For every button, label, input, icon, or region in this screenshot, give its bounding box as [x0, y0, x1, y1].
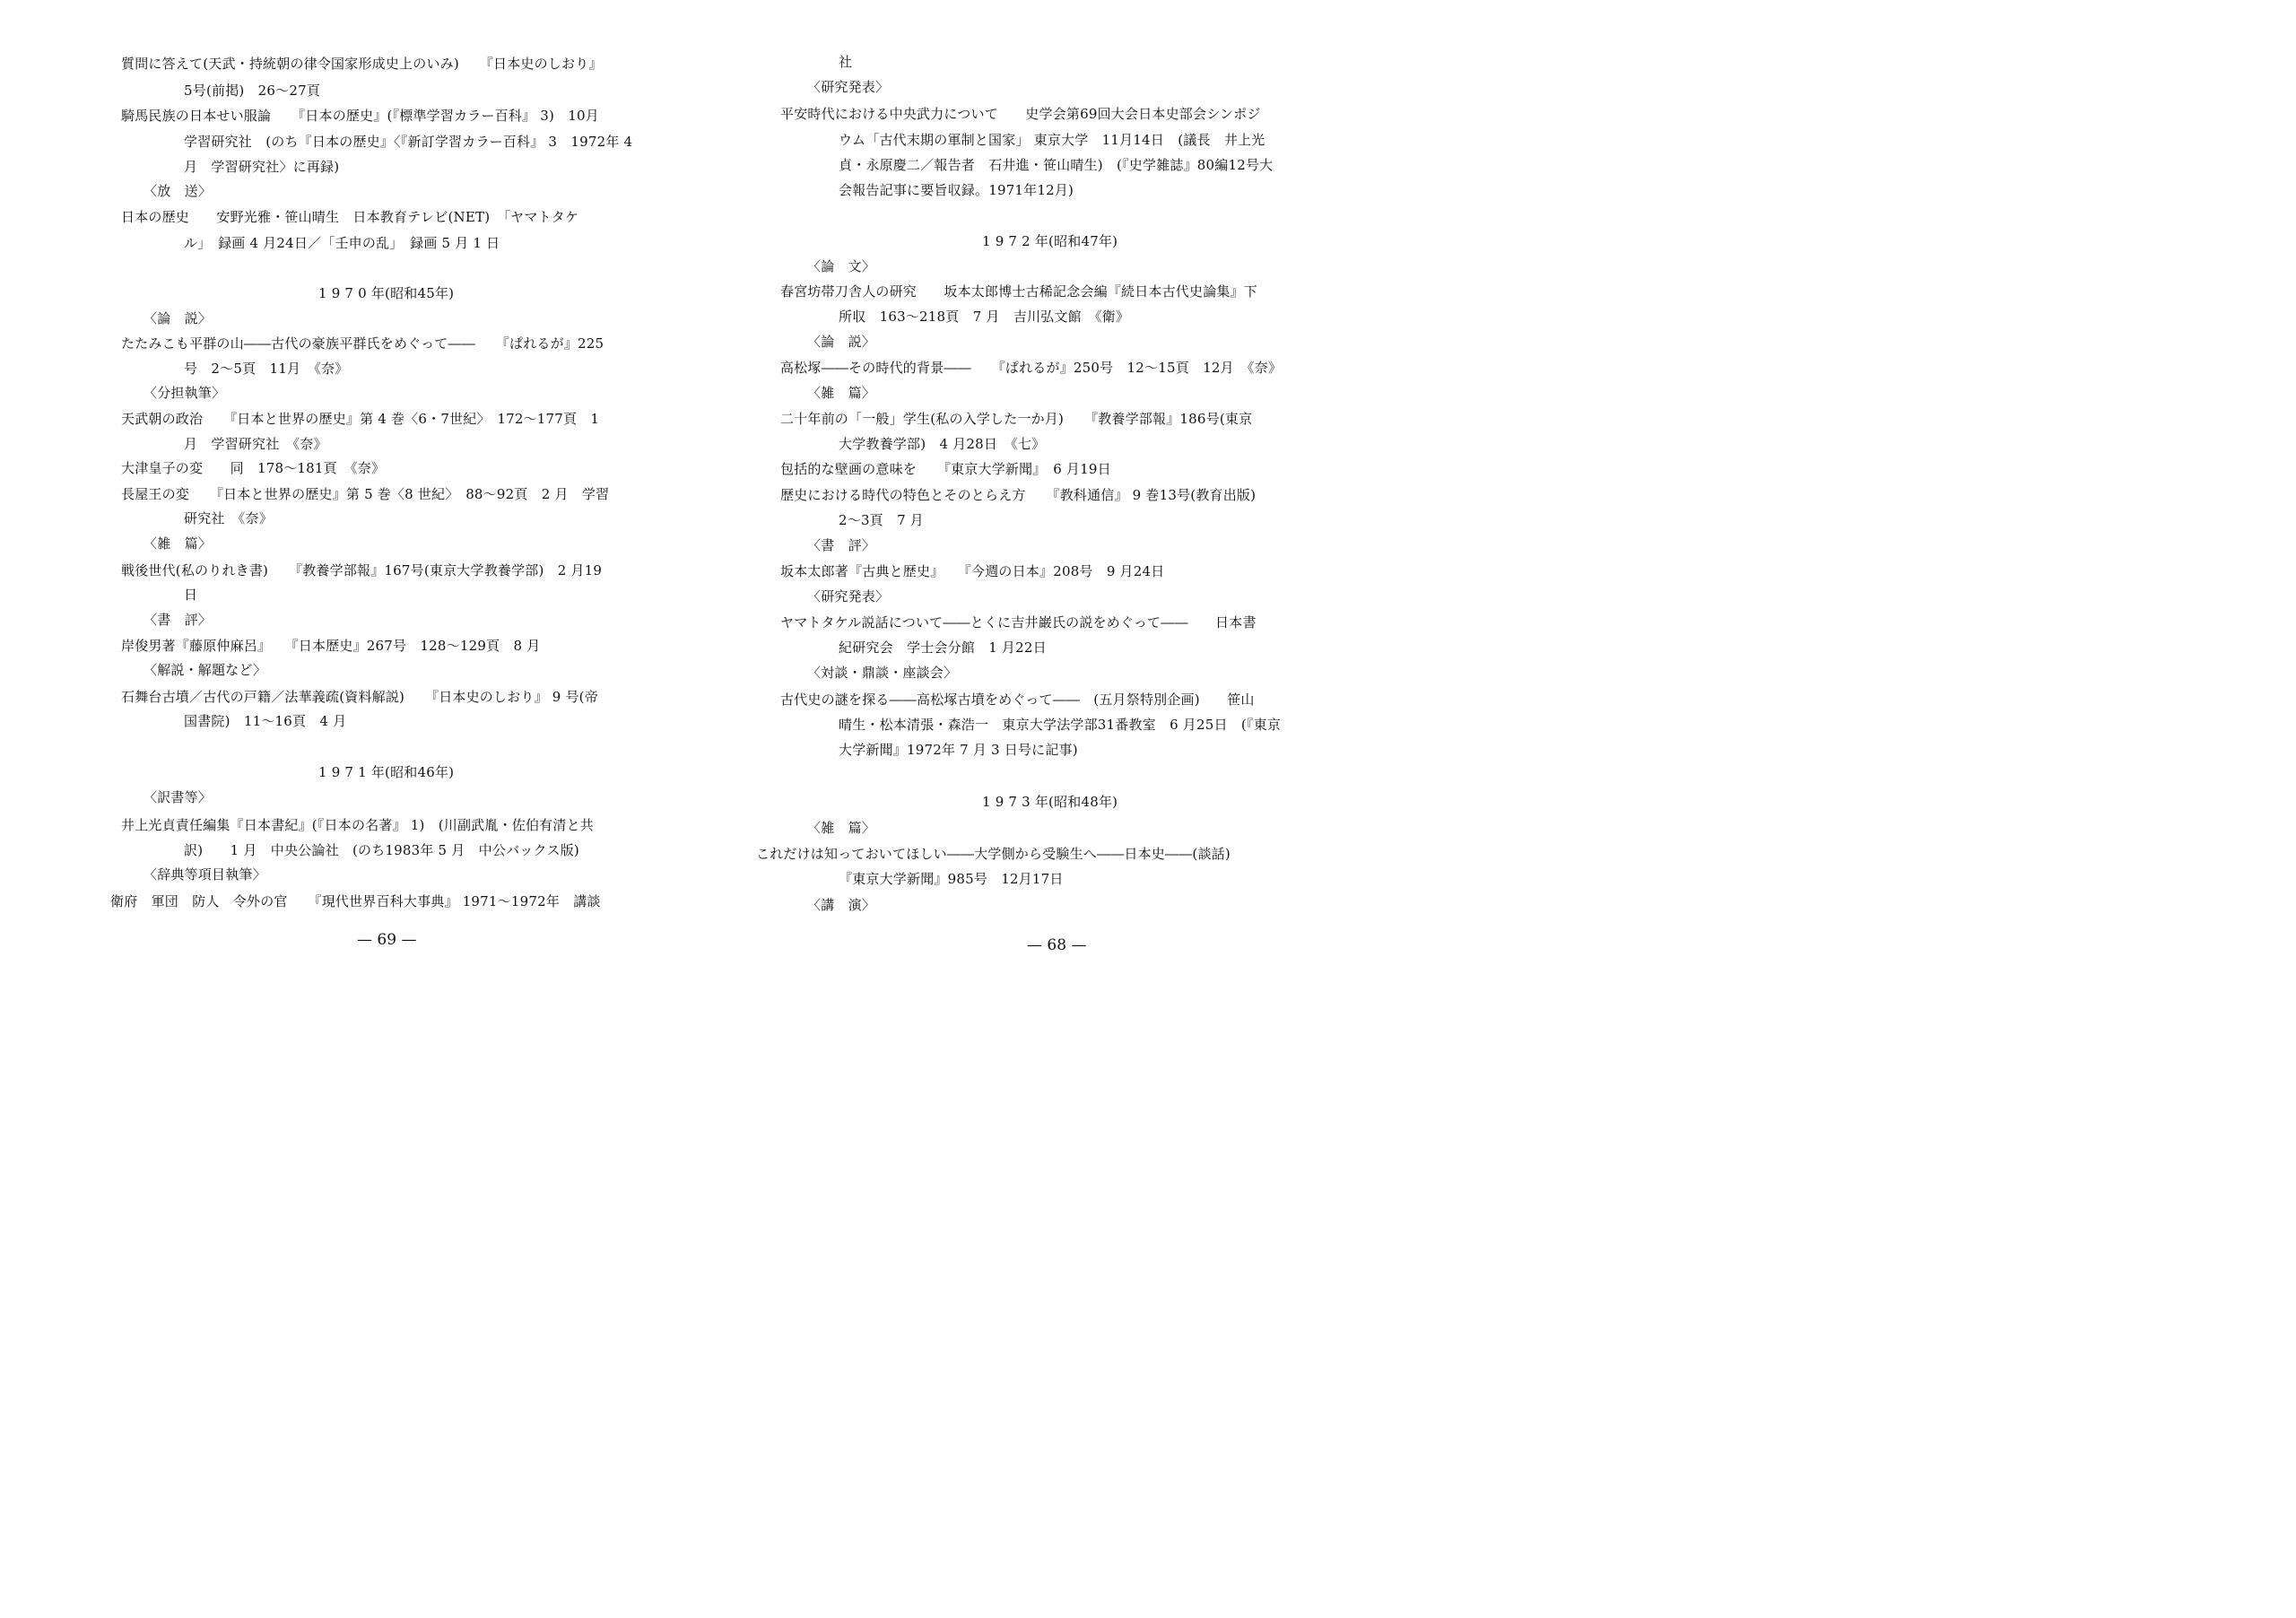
- entry-line: 岸俊男著『藤原仲麻呂』 『日本歴史』267号 128〜129頁 8 月: [121, 638, 541, 654]
- entry-line: 大学新聞』1972年 7 月 3 日号に記事): [839, 742, 1078, 758]
- year-heading: 1 9 7 1 年(昭和46年): [318, 764, 455, 780]
- entry-line: 衛府 軍団 防人 令外の官 『現代世界百科大事典』 1971〜1972年 講談: [110, 893, 601, 909]
- category-heading: 〈講 演〉: [807, 897, 876, 913]
- entry-line: 天武朝の政治 『日本と世界の歴史』第 4 巻〈6・7世紀〉 172〜177頁 1: [121, 411, 600, 427]
- entry-line: 坂本太郎著『古典と歴史』 『今週の日本』208号 9 月24日: [780, 563, 1165, 579]
- category-heading: 〈訳書等〉: [144, 789, 213, 805]
- entry-line: 貞・永原慶二／報告者 石井進・笹山晴生) (『史学雑誌』80編12号大: [839, 157, 1274, 173]
- entry-line: 古代史の謎を探る――高松塚古墳をめぐって―― (五月祭特別企画) 笹山: [780, 692, 1255, 708]
- entry-line: 日本の歴史 安野光雅・笹山晴生 日本教育テレビ(NET) 「ヤマトタケ: [121, 209, 579, 225]
- entry-line: 長屋王の変 『日本と世界の歴史』第 5 巻〈8 世紀〉 88〜92頁 2 月 学習: [121, 486, 610, 502]
- entry-line: 石舞台古墳／古代の戸籍／法華義疏(資料解説) 『日本史のしおり』 9 号(帝: [121, 689, 598, 705]
- category-heading: 〈解説・解題など〉: [144, 662, 267, 678]
- entry-line: 大津皇子の変 同 178〜181頁 《奈》: [121, 460, 386, 476]
- entry-line: 平安時代における中央武力について 史学会第69回大会日本史部会シンポジ: [780, 106, 1261, 122]
- category-heading: 〈雑 篇〉: [807, 820, 876, 836]
- entry-line: 高松塚――その時代的背景―― 『ぱれるが』250号 12〜15頁 12月 《奈》: [780, 360, 1283, 376]
- category-heading: 〈論 説〉: [144, 310, 213, 326]
- page-number: — 68 —: [1027, 936, 1087, 954]
- category-heading: 〈論 文〉: [807, 258, 876, 274]
- category-heading: 〈論 説〉: [807, 334, 876, 350]
- right-page: [693, 0, 1386, 993]
- category-heading: 〈書 評〉: [144, 612, 213, 628]
- entry-line: 春宮坊帯刀舎人の研究 坂本太郎博士古稀記念会編『続日本古代史論集』下: [780, 283, 1258, 300]
- year-heading: 1 9 7 0 年(昭和45年): [318, 285, 455, 301]
- entry-line: 号 2〜5頁 11月 《奈》: [184, 361, 349, 377]
- entry-line: 二十年前の「一般」学生(私の入学した一か月) 『教養学部報』186号(東京: [780, 411, 1253, 427]
- entry-line: 訳) 1 月 中央公論社 (のち1983年 5 月 中公バックス版): [184, 842, 579, 858]
- entry-line: 5号(前掲) 26〜27頁: [184, 83, 321, 99]
- entry-line: 所収 163〜218頁 7 月 吉川弘文館 《衛》: [839, 309, 1130, 325]
- entry-line: ル」 録画 4 月24日／「壬申の乱」 録画 5 月 1 日: [184, 235, 500, 251]
- entry-line: 社: [839, 54, 853, 70]
- entry-line: ヤマトタケル説話について――とくに吉井巌氏の説をめぐって―― 日本書: [780, 614, 1257, 631]
- category-heading: 〈雑 篇〉: [144, 535, 213, 552]
- category-heading: 〈研究発表〉: [807, 79, 890, 95]
- entry-line: 歴史における時代の特色とそのとらえ方 『教科通信』 9 巻13号(教育出版): [780, 487, 1257, 503]
- entry-line: 紀研究会 学士会分館 1 月22日: [839, 639, 1047, 656]
- year-heading: 1 9 7 3 年(昭和48年): [982, 794, 1118, 810]
- category-heading: 〈放 送〉: [144, 183, 213, 199]
- entry-line: ウム「古代末期の軍制と国家」 東京大学 11月14日 (議長 井上光: [839, 132, 1265, 148]
- category-heading: 〈書 評〉: [807, 537, 876, 553]
- entry-line: 月 学習研究社 《奈》: [184, 436, 327, 452]
- entry-line: 大学教養学部) 4 月28日 《七》: [839, 436, 1046, 452]
- left-page: [0, 0, 692, 993]
- entry-line: 月 学習研究社〉に再録): [184, 159, 340, 175]
- entry-line: 2〜3頁 7 月: [839, 512, 924, 528]
- page-number: — 69 —: [357, 931, 417, 949]
- entry-line: 戦後世代(私のりれき書) 『教養学部報』167号(東京大学教養学部) 2 月19: [121, 562, 603, 578]
- year-heading: 1 9 7 2 年(昭和47年): [982, 233, 1118, 249]
- entry-line: 会報告記事に要旨収録。1971年12月): [839, 182, 1074, 198]
- entry-line: 井上光貞責任編集『日本書紀』(『日本の名著』 1) (川副武胤・佐伯有清と共: [121, 817, 594, 833]
- entry-line: これだけは知っておいてほしい――大学側から受験生へ――日本史――(談話): [756, 846, 1231, 862]
- entry-line: 騎馬民族の日本せい服論 『日本の歴史』(『標準学習カラー百科』 3) 10月: [121, 108, 599, 124]
- entry-line: 晴生・松本清張・森浩一 東京大学法学部31番教室 6 月25日 (『東京: [839, 717, 1282, 733]
- category-heading: 〈辞典等項目執筆〉: [144, 866, 266, 883]
- category-heading: 〈雑 篇〉: [807, 385, 876, 401]
- entry-line: 国書院) 11〜16頁 4 月: [184, 713, 347, 729]
- category-heading: 〈分担執筆〉: [144, 385, 226, 401]
- entry-line: 『東京大学新聞』985号 12月17日: [839, 871, 1064, 887]
- entry-line: 研究社 《奈》: [184, 510, 273, 526]
- entry-line: たたみこも平群の山――古代の豪族平群氏をめぐって―― 『ぱれるが』225: [121, 335, 604, 352]
- entry-line: 日: [184, 587, 198, 603]
- entry-line: 包括的な壁画の意味を 『東京大学新聞』 6 月19日: [780, 461, 1111, 477]
- category-heading: 〈対談・鼎談・座談会〉: [807, 665, 958, 681]
- entry-line: 学習研究社 (のち『日本の歴史』〈『新訂学習カラー百科』 3 1972年 4: [184, 134, 633, 150]
- entry-line: 質問に答えて(天武・持統朝の律令国家形成史上のいみ) 『日本史のしおり』: [121, 56, 603, 72]
- category-heading: 〈研究発表〉: [807, 588, 890, 605]
